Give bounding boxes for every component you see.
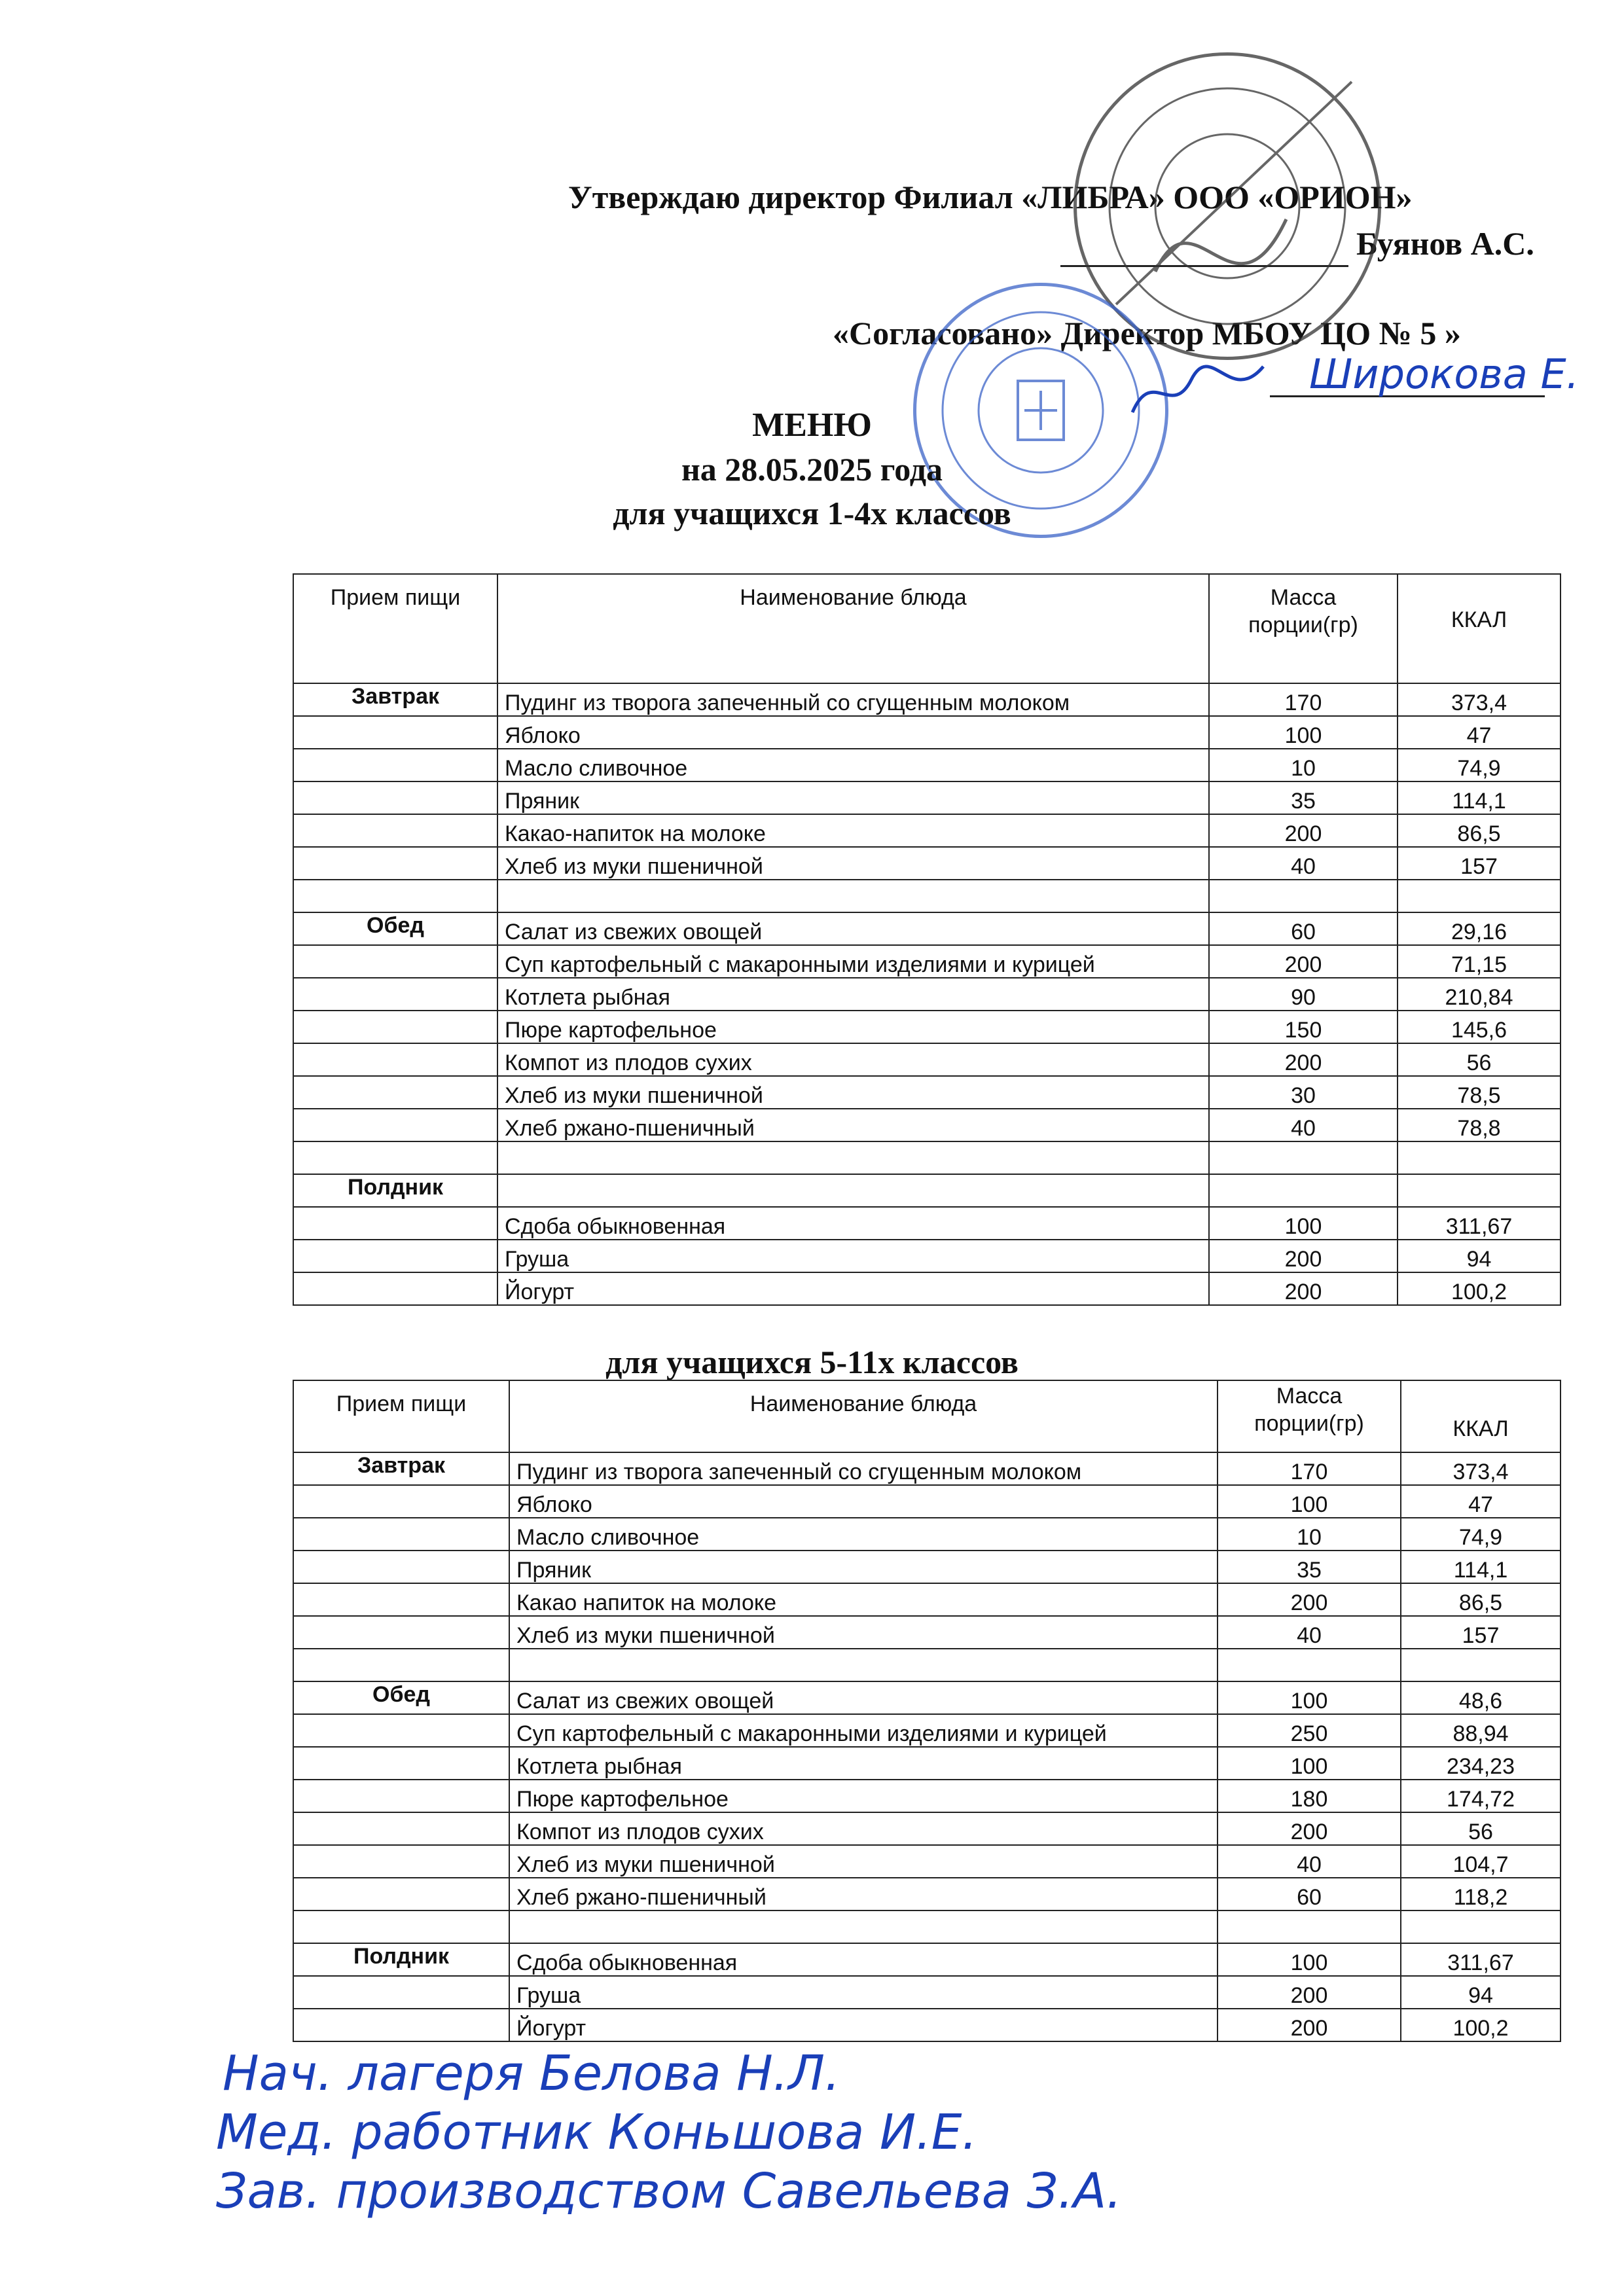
meal-cell (293, 1976, 509, 2009)
kcal-cell (1401, 1649, 1561, 1681)
meal-cell (293, 945, 497, 978)
mass-cell: 100 (1218, 1485, 1401, 1518)
table-row (293, 1714, 1561, 1747)
dish-cell: Суп картофельный с макаронными изделиями и курицей (509, 1714, 1218, 1747)
meal-cell: Завтрак (293, 1452, 509, 1485)
table-row (293, 1845, 1561, 1878)
meal-cell: Обед (293, 1681, 509, 1714)
kcal-cell: 74,9 (1401, 1518, 1561, 1551)
meal-cell (293, 1812, 509, 1845)
mass-cell (1209, 1174, 1398, 1207)
mass-cell (1209, 1141, 1398, 1174)
table-row (293, 1583, 1561, 1616)
table-row (293, 1943, 1561, 1976)
mass-cell: 200 (1218, 2009, 1401, 2041)
table-row (293, 1976, 1561, 2009)
mass-cell: 170 (1209, 683, 1398, 716)
table-row (293, 1452, 1561, 1485)
mass-cell: 35 (1209, 781, 1398, 814)
meal-cell (293, 1076, 497, 1109)
meal-cell (293, 880, 497, 912)
dish-cell (509, 1649, 1218, 1681)
dish-cell: Яблоко (497, 716, 1209, 749)
kcal-cell: 373,4 (1398, 683, 1561, 716)
mass-cell: 200 (1209, 1043, 1398, 1076)
meal-cell (293, 1649, 509, 1681)
meal-cell (293, 1714, 509, 1747)
kcal-cell: 104,7 (1401, 1845, 1561, 1878)
table-row (293, 716, 1561, 749)
column-header-dish: Наименование блюда (509, 1380, 1218, 1452)
mass-cell: 35 (1218, 1551, 1401, 1583)
column-header-meal: Прием пищи (293, 1380, 509, 1452)
meal-cell (293, 1780, 509, 1812)
table-row (293, 1240, 1561, 1272)
kcal-cell (1398, 1174, 1561, 1207)
dish-cell: Котлета рыбная (509, 1747, 1218, 1780)
kcal-cell: 118,2 (1401, 1878, 1561, 1910)
column-header-mass: Масса порции(гр) (1209, 574, 1398, 683)
mass-cell: 100 (1218, 1943, 1401, 1976)
table-row (293, 1272, 1561, 1305)
dish-cell (497, 1141, 1209, 1174)
table-row (293, 1174, 1561, 1207)
table-row (293, 1076, 1561, 1109)
signature-production-head: Зав. производством Савельева З.А. (216, 2163, 1122, 2219)
kcal-cell: 47 (1398, 716, 1561, 749)
table-row (293, 1207, 1561, 1240)
kcal-cell: 311,67 (1401, 1943, 1561, 1976)
meal-cell (293, 847, 497, 880)
kcal-cell: 47 (1401, 1485, 1561, 1518)
mass-cell: 100 (1209, 716, 1398, 749)
dish-cell: Пряник (497, 781, 1209, 814)
kcal-cell: 71,15 (1398, 945, 1561, 978)
dish-cell: Хлеб из муки пшеничной (509, 1845, 1218, 1878)
table-row (293, 814, 1561, 847)
meal-cell (293, 1616, 509, 1649)
kcal-cell: 174,72 (1401, 1780, 1561, 1812)
table-row (293, 1812, 1561, 1845)
mass-cell: 200 (1209, 1240, 1398, 1272)
mass-cell (1209, 880, 1398, 912)
meal-cell (293, 1043, 497, 1076)
meal-cell (293, 1240, 497, 1272)
dish-cell: Пряник (509, 1551, 1218, 1583)
approve-name: Буянов А.С. (1356, 225, 1534, 262)
table-row (293, 978, 1561, 1011)
column-header-mass: Масса порции(гр) (1218, 1380, 1401, 1452)
mass-cell: 40 (1209, 1109, 1398, 1141)
meal-cell (293, 1583, 509, 1616)
dish-cell: Яблоко (509, 1485, 1218, 1518)
meal-cell (293, 1207, 497, 1240)
column-header-kcal: ККАЛ (1401, 1380, 1561, 1452)
kcal-cell: 78,8 (1398, 1109, 1561, 1141)
table-row (293, 1518, 1561, 1551)
dish-cell: Хлеб из муки пшеничной (509, 1616, 1218, 1649)
table-row (293, 683, 1561, 716)
table-row (293, 1780, 1561, 1812)
mass-cell: 100 (1209, 1207, 1398, 1240)
dish-cell (509, 1910, 1218, 1943)
dish-cell: Хлеб ржано-пшеничный (497, 1109, 1209, 1141)
mass-cell: 200 (1209, 814, 1398, 847)
kcal-cell: 48,6 (1401, 1681, 1561, 1714)
table-row (293, 2009, 1561, 2041)
menu-table-grades-5-11 (293, 1380, 1561, 2042)
table-header-row (293, 1380, 1561, 1452)
dish-cell: Хлеб ржано-пшеничный (509, 1878, 1218, 1910)
kcal-cell: 100,2 (1401, 2009, 1561, 2041)
dish-cell (497, 1174, 1209, 1207)
dish-cell: Какао напиток на молоке (509, 1583, 1218, 1616)
table-row (293, 880, 1561, 912)
table-row (293, 1043, 1561, 1076)
approve-line: Утверждаю директор Филиал «ЛИБРА» ООО «ОРИОН» (568, 179, 1413, 215)
meal-cell (293, 1551, 509, 1583)
kcal-cell: 94 (1398, 1240, 1561, 1272)
meal-cell (293, 1141, 497, 1174)
dish-cell: Сдоба обыкновенная (509, 1943, 1218, 1976)
signature-medic: Мед. работник Коньшова И.Е. (216, 2104, 978, 2161)
table-row (293, 1109, 1561, 1141)
dish-cell: Котлета рыбная (497, 978, 1209, 1011)
signature-camp-head: Нач. лагеря Белова Н.Л. (223, 2045, 840, 2102)
dish-cell: Пудинг из творога запеченный со сгущенным молоком (509, 1452, 1218, 1485)
dish-cell: Суп картофельный с макаронными изделиями и курицей (497, 945, 1209, 978)
dish-cell: Компот из плодов сухих (509, 1812, 1218, 1845)
kcal-cell: 74,9 (1398, 749, 1561, 781)
mass-cell: 60 (1209, 912, 1398, 945)
kcal-cell: 56 (1401, 1812, 1561, 1845)
table-row (293, 1551, 1561, 1583)
kcal-cell: 78,5 (1398, 1076, 1561, 1109)
column-header-meal: Прием пищи (293, 574, 497, 683)
agreed-line: «Согласовано» Директор МБОУ ЦО № 5 » (833, 315, 1461, 351)
kcal-cell: 88,94 (1401, 1714, 1561, 1747)
meal-cell: Полдник (293, 1943, 509, 1976)
kcal-cell: 29,16 (1398, 912, 1561, 945)
column-header-kcal: ККАЛ (1398, 574, 1561, 683)
table-row (293, 1616, 1561, 1649)
dish-cell: Хлеб из муки пшеничной (497, 847, 1209, 880)
mass-cell: 100 (1218, 1681, 1401, 1714)
mass-cell: 250 (1218, 1714, 1401, 1747)
table-row (293, 1747, 1561, 1780)
kcal-cell: 157 (1398, 847, 1561, 880)
kcal-cell (1398, 1141, 1561, 1174)
group1-title: для учащихся 1-4х классов (613, 495, 1011, 531)
meal-cell (293, 1109, 497, 1141)
agreed-signature: Широкова Е. (1309, 350, 1579, 398)
meal-cell: Завтрак (293, 683, 497, 716)
mass-cell: 200 (1218, 1976, 1401, 2009)
menu-title: МЕНЮ (752, 406, 872, 444)
table-row (293, 749, 1561, 781)
mass-cell: 10 (1218, 1518, 1401, 1551)
kcal-cell: 234,23 (1401, 1747, 1561, 1780)
dish-cell: Йогурт (509, 2009, 1218, 2041)
table-row (293, 1910, 1561, 1943)
kcal-cell (1398, 880, 1561, 912)
meal-cell (293, 814, 497, 847)
column-header-dish: Наименование блюда (497, 574, 1209, 683)
mass-cell: 200 (1218, 1583, 1401, 1616)
kcal-cell: 311,67 (1398, 1207, 1561, 1240)
meal-cell (293, 1011, 497, 1043)
dish-cell: Масло сливочное (497, 749, 1209, 781)
meal-cell (293, 1845, 509, 1878)
table-body (293, 683, 1561, 1305)
mass-cell: 100 (1218, 1747, 1401, 1780)
mass-cell: 60 (1218, 1878, 1401, 1910)
meal-cell (293, 2009, 509, 2041)
meal-cell (293, 978, 497, 1011)
dish-cell: Хлеб из муки пшеничной (497, 1076, 1209, 1109)
kcal-cell: 114,1 (1401, 1551, 1561, 1583)
table-row (293, 1681, 1561, 1714)
dish-cell (497, 880, 1209, 912)
kcal-cell: 114,1 (1398, 781, 1561, 814)
table-row (293, 1649, 1561, 1681)
kcal-cell: 56 (1398, 1043, 1561, 1076)
dish-cell: Пудинг из творога запеченный со сгущенным молоком (497, 683, 1209, 716)
meal-cell (293, 1485, 509, 1518)
kcal-cell: 86,5 (1401, 1583, 1561, 1616)
table-body (293, 1452, 1561, 2041)
table-row (293, 1485, 1561, 1518)
mass-cell: 30 (1209, 1076, 1398, 1109)
dish-cell: Масло сливочное (509, 1518, 1218, 1551)
meal-cell (293, 1910, 509, 1943)
table-row (293, 847, 1561, 880)
meal-cell (293, 1272, 497, 1305)
mass-cell (1218, 1649, 1401, 1681)
group2-title: для учащихся 5-11х классов (605, 1344, 1019, 1380)
kcal-cell: 100,2 (1398, 1272, 1561, 1305)
mass-cell: 10 (1209, 749, 1398, 781)
meal-cell: Полдник (293, 1174, 497, 1207)
meal-cell (293, 1878, 509, 1910)
mass-cell: 90 (1209, 978, 1398, 1011)
mass-cell: 200 (1209, 945, 1398, 978)
table-header-row (293, 574, 1561, 683)
mass-cell (1218, 1910, 1401, 1943)
dish-cell: Салат из свежих овощей (509, 1681, 1218, 1714)
kcal-cell: 157 (1401, 1616, 1561, 1649)
dish-cell: Салат из свежих овощей (497, 912, 1209, 945)
kcal-cell: 210,84 (1398, 978, 1561, 1011)
kcal-cell: 145,6 (1398, 1011, 1561, 1043)
mass-cell: 180 (1218, 1780, 1401, 1812)
dish-cell: Йогурт (497, 1272, 1209, 1305)
menu-date: на 28.05.2025 года (681, 451, 943, 488)
meal-cell (293, 781, 497, 814)
meal-cell (293, 716, 497, 749)
meal-cell (293, 1518, 509, 1551)
mass-cell: 40 (1209, 847, 1398, 880)
meal-cell: Обед (293, 912, 497, 945)
table-row (293, 912, 1561, 945)
kcal-cell: 373,4 (1401, 1452, 1561, 1485)
mass-cell: 200 (1209, 1272, 1398, 1305)
mass-cell: 40 (1218, 1616, 1401, 1649)
dish-cell: Груша (509, 1976, 1218, 2009)
mass-cell: 150 (1209, 1011, 1398, 1043)
kcal-cell: 94 (1401, 1976, 1561, 2009)
table-row (293, 781, 1561, 814)
dish-cell: Сдоба обыкновенная (497, 1207, 1209, 1240)
dish-cell: Пюре картофельное (509, 1780, 1218, 1812)
mass-cell: 170 (1218, 1452, 1401, 1485)
dish-cell: Какао-напиток на молоке (497, 814, 1209, 847)
table-row (293, 1878, 1561, 1910)
dish-cell: Компот из плодов сухих (497, 1043, 1209, 1076)
table-row (293, 945, 1561, 978)
table-row (293, 1011, 1561, 1043)
menu-table-grades-1-4 (293, 573, 1561, 1306)
meal-cell (293, 1747, 509, 1780)
kcal-cell (1401, 1910, 1561, 1943)
meal-cell (293, 749, 497, 781)
mass-cell: 40 (1218, 1845, 1401, 1878)
table-row (293, 1141, 1561, 1174)
dish-cell: Пюре картофельное (497, 1011, 1209, 1043)
dish-cell: Груша (497, 1240, 1209, 1272)
mass-cell: 200 (1218, 1812, 1401, 1845)
kcal-cell: 86,5 (1398, 814, 1561, 847)
